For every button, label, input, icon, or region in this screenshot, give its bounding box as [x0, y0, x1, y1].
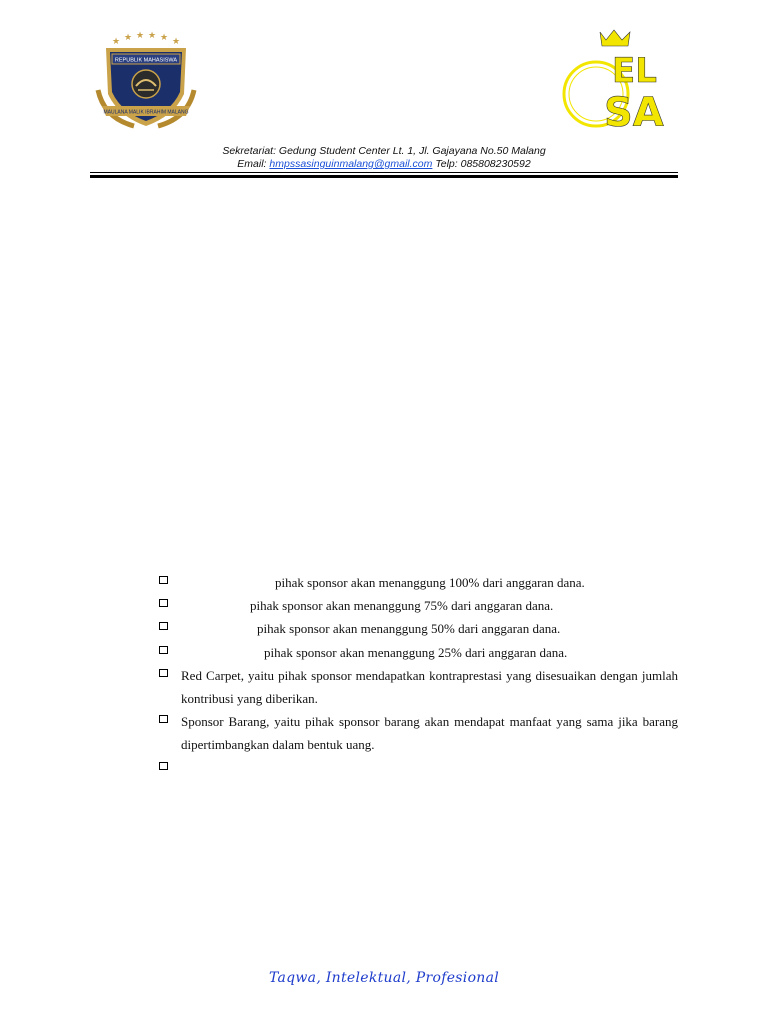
email-label: Email: — [237, 158, 267, 170]
elsa-logo-icon — [560, 28, 676, 132]
list-item-text: pihak sponsor akan menanggung 50% dari anggaran dana. — [257, 621, 561, 637]
list-item — [157, 757, 678, 780]
checkbox-bullet-icon — [159, 762, 168, 770]
list-item-text: pihak sponsor akan menanggung 100% dari anggaran dana. — [275, 575, 585, 590]
elsa-text-bottom: SA — [604, 90, 664, 132]
crest-bottom-text: MAULANA MALIK IBRAHIM MALANG — [103, 109, 189, 116]
svg-text:★: ★ — [160, 33, 169, 43]
checkbox-bullet-icon — [159, 622, 168, 630]
svg-text:★: ★ — [172, 37, 181, 47]
svg-text:★: ★ — [148, 31, 157, 41]
list-item — [157, 594, 678, 617]
checkbox-bullet-icon — [159, 599, 168, 607]
checkbox-bullet-icon — [159, 646, 168, 654]
contact-line — [0, 158, 768, 171]
list-item-text: Red Carpet, yaitu pihak sponsor mendapatkan kontraprestasi yang disesuaikan dengan jumlah kontribusi yang diberikan. — [181, 667, 678, 707]
list-item — [157, 664, 678, 710]
list-item-text: pihak sponsor akan menanggung 25% dari anggaran dana. — [264, 644, 568, 660]
list-item — [157, 641, 678, 664]
list-item — [157, 617, 678, 640]
email-link[interactable]: hmpssasinguinmalang@gmail.com — [269, 158, 433, 170]
elsa-text-top: EL — [612, 51, 657, 91]
checkbox-bullet-icon — [159, 715, 168, 723]
phone-text: Telp: 085808230592 — [435, 158, 531, 170]
svg-text:★: ★ — [136, 31, 145, 41]
sponsorship-list — [157, 571, 678, 780]
list-item — [157, 710, 678, 756]
letterhead-address — [0, 145, 768, 171]
checkbox-bullet-icon — [159, 576, 168, 584]
footer-motto: Taqwa, Intelektual, Profesional — [268, 970, 500, 986]
list-item-text: pihak sponsor akan menanggung 75% dari anggaran dana. — [250, 598, 554, 614]
checkbox-bullet-icon — [159, 669, 168, 677]
student-council-crest-icon — [90, 30, 202, 130]
list-item — [157, 571, 678, 594]
list-item-text: Sponsor Barang, yaitu pihak sponsor barang akan mendapat manfaat yang sama jika barang dipertimbangkan dalam bentuk uang. — [181, 714, 678, 753]
header-divider-thick — [90, 175, 678, 178]
address-line: Sekretariat: Gedung Student Center Lt. 1, Jl. Gajayana No.50 Malang — [222, 145, 546, 157]
crest-top-text: REPUBLIK MAHASISWA — [114, 57, 178, 64]
svg-text:★: ★ — [124, 33, 133, 43]
header-divider-thin — [90, 172, 678, 173]
svg-text:★: ★ — [112, 37, 121, 47]
